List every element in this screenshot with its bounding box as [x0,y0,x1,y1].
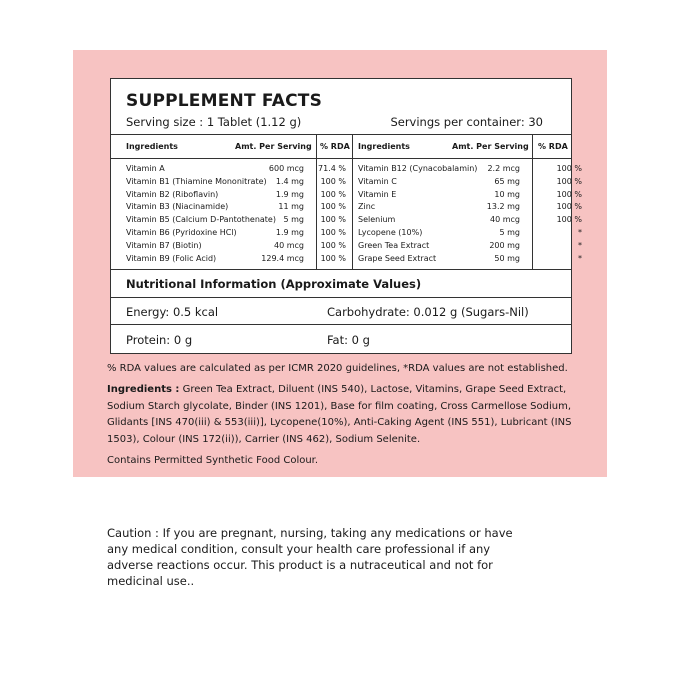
divider [352,134,353,269]
ingredient-rda: 100 % [320,215,346,225]
ingredient-name: Lycopene (10%) [358,228,423,237]
ingredient-rda: 100 % [320,202,346,212]
ingredient-rda: 100 % [320,253,346,263]
divider [532,134,533,269]
ingredient-amount: 1.4 mg [275,176,304,186]
ingredient-name: Vitamin B7 (Biotin) [126,240,202,250]
ingredient-name: Vitamin B3 (Niacinamide) [126,202,229,212]
ingredient-name: Vitamin B5 (Calcium D-Pantothenate) [126,215,276,225]
ingredient-rda: 100 % [320,240,346,250]
ingredient-rda: * [578,228,582,237]
divider [111,158,571,159]
ingredient-amount: 129.4 mcg [261,253,304,263]
servings-per-container: Servings per container: 30 [390,115,543,129]
protein: Protein: 0 g [126,333,193,347]
divider [111,297,571,298]
ingredient-name: Zinc [358,202,376,212]
ingredient-name: Vitamin B2 (Riboflavin) [126,189,219,199]
ingredient-amount: 11 mg [278,202,304,212]
ingredient-name: Vitamin C [358,176,397,186]
ingredient-rda: * [578,240,582,250]
ingredient-name: Vitamin A [126,164,165,173]
divider [111,134,571,135]
header-ingredients: Ingredients [126,142,178,151]
ingredient-amount: 40 mcg [274,240,304,250]
ingredient-name: Selenium [358,215,396,225]
energy: Energy: 0.5 kcal [126,305,219,319]
ingredients-label: Ingredients : [107,384,180,395]
ingredients-list [107,382,577,448]
header-amount: Amt. Per Serving [452,142,529,151]
ingredient-amount: 2.2 mcg [487,164,520,173]
supplement-facts-table [110,78,582,354]
ingredient-amount: 40 mcg [490,215,520,225]
ingredient-amount: 5 mg [499,228,520,237]
ingredient-name: Vitamin E [358,189,397,199]
header-rda: % RDA [538,142,568,151]
nutrition-heading: Nutritional Information (Approximate Values) [126,277,422,291]
ingredient-rda: 100 % [320,189,346,199]
header-ingredients: Ingredients [358,142,410,151]
ingredient-rda: 71.4 % [318,164,346,173]
carbohydrate: Carbohydrate: 0.012 g (Sugars-Nil) [327,305,529,319]
ingredient-name: Grape Seed Extract [358,253,437,263]
caution-text: Caution : If you are pregnant, nursing, taking any medications or have any medical condition, consult your health care professional if any adverse reactions occur. This product is a nutraceutical and not for medicinal use.. [107,526,513,588]
ingredient-rda: * [578,253,582,263]
ingredient-amount: 10 mg [494,189,520,199]
ingredient-amount: 200 mg [489,240,520,250]
ingredient-name: Green Tea Extract [358,240,430,250]
colour-note: Contains Permitted Synthetic Food Colour. [107,455,319,466]
ingredient-name: Vitamin B9 (Folic Acid) [126,253,217,263]
header-rda: % RDA [320,142,350,151]
ingredient-amount: 600 mcg [268,164,304,173]
header-amount: Amt. Per Serving [235,142,312,151]
divider [111,269,571,270]
divider [316,134,317,269]
ingredient-rda: 100 % [556,215,582,225]
divider [111,324,571,325]
ingredient-amount: 1.9 mg [275,189,304,199]
ingredient-name: Vitamin B1 (Thiamine Mononitrate) [126,176,267,186]
title: SUPPLEMENT FACTS [126,91,323,111]
ingredients-text: Green Tea Extract, Diluent (INS 540), Lactose, Vitamins, Grape Seed Extract, Sodium Starch glycolate, Binder (INS 1201), Base for film coating, Cross Carmellose Sodium, Glidants [INS 470(iii) & 553(iii)], Lycopene(10%), Anti-Caking Agent (INS 551), Lubricant (INS 1503), Colour (INS 172(ii)), Carrier (INS 462), Sodium Selenite. [107,384,572,445]
ingredient-amount: 13.2 mg [486,202,520,212]
ingredient-rda: 100 % [556,189,582,199]
fat: Fat: 0 g [327,333,370,347]
serving-size: Serving size : 1 Tablet (1.12 g) [126,115,302,129]
ingredient-amount: 1.9 mg [275,228,304,237]
ingredient-amount: 65 mg [494,176,520,186]
ingredient-rda: 100 % [320,228,346,237]
ingredient-rda: 100 % [556,202,582,212]
ingredient-name: Vitamin B12 (Cynacobalamin) [358,164,478,173]
rda-note: % RDA values are calculated as per ICMR 2020 guidelines, *RDA values are not established. [107,363,568,374]
ingredient-rda: 100 % [556,176,582,186]
ingredient-rda: 100 % [556,164,582,173]
ingredient-name: Vitamin B6 (Pyridoxine HCl) [126,228,237,237]
ingredient-amount: 50 mg [494,253,520,263]
ingredient-rda: 100 % [320,176,346,186]
ingredient-amount: 5 mg [283,215,304,225]
